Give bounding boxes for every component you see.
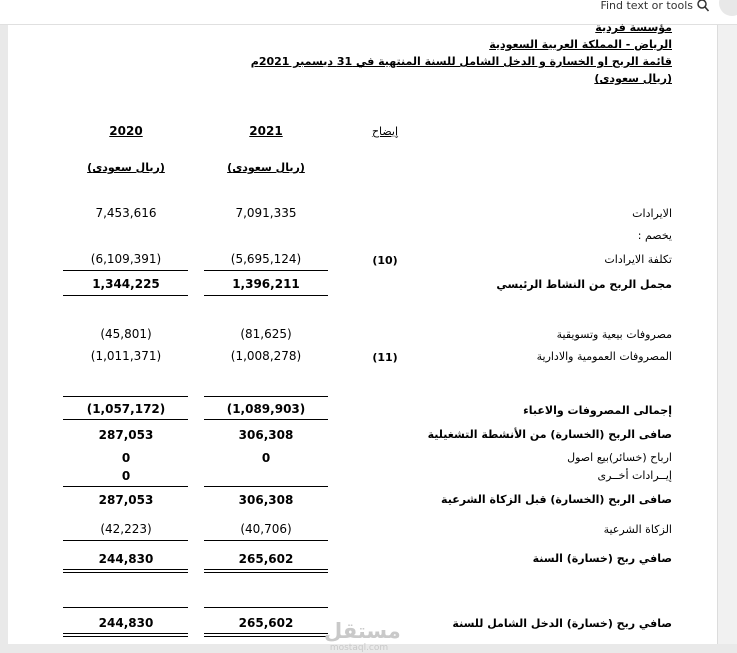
row-gross-2021: 1,396,211 bbox=[232, 277, 300, 291]
underline bbox=[63, 572, 188, 573]
row-cost-2021: (5,695,124) bbox=[230, 252, 302, 266]
underline bbox=[63, 540, 188, 541]
row-operating-2021: 306,308 bbox=[238, 428, 294, 442]
row-revenue-2020: 7,453,616 bbox=[95, 206, 157, 220]
scrollbar[interactable] bbox=[717, 25, 737, 644]
underline bbox=[204, 270, 328, 271]
underline bbox=[63, 486, 188, 487]
search-icon[interactable] bbox=[696, 0, 710, 12]
row-other-income-label: إيــرادات أخــرى bbox=[597, 469, 672, 482]
underline bbox=[63, 270, 188, 271]
row-net-2021: 265,602 bbox=[238, 552, 294, 566]
company-location: الرياض - المملكة العربية السعودية bbox=[489, 38, 672, 51]
column-currency-2020: (ريال سعودى) bbox=[87, 161, 165, 174]
row-other-income-2020: 0 bbox=[121, 469, 131, 483]
document-page bbox=[8, 21, 717, 653]
row-before-zakat-2021: 306,308 bbox=[238, 493, 294, 507]
company-type: مؤسسة فردية bbox=[595, 21, 672, 34]
underline bbox=[63, 633, 188, 634]
more-options-button[interactable] bbox=[719, 0, 737, 16]
underline bbox=[204, 572, 328, 573]
column-currency-2021: (ريال سعودى) bbox=[227, 161, 305, 174]
underline bbox=[204, 569, 328, 570]
underline bbox=[204, 636, 328, 637]
row-comprehensive-2021: 265,602 bbox=[238, 616, 294, 630]
row-selling-2021: (81,625) bbox=[240, 327, 292, 341]
underline bbox=[204, 540, 328, 541]
row-zakat-2021: (40,706) bbox=[240, 522, 292, 536]
row-cost-2020: (6,109,391) bbox=[90, 252, 162, 266]
column-note: إيضاح bbox=[371, 125, 399, 138]
row-operating-2020: 287,053 bbox=[98, 428, 154, 442]
row-zakat-2020: (42,223) bbox=[100, 522, 152, 536]
column-year-2020: 2020 bbox=[109, 124, 143, 138]
row-total-expenses-2020: (1,057,172) bbox=[86, 402, 166, 416]
statement-currency: (ريال سعودى) bbox=[594, 72, 672, 85]
row-operating-label: صافى الربح (الخسارة) من الأنشطة التشغيلية bbox=[427, 428, 672, 441]
row-asset-gains-2020: 0 bbox=[121, 451, 131, 465]
underline bbox=[63, 419, 188, 420]
underline bbox=[204, 607, 328, 608]
row-net-label: صافي ربح (خسارة) السنة bbox=[532, 552, 672, 565]
underline bbox=[204, 419, 328, 420]
underline bbox=[204, 486, 328, 487]
underline bbox=[204, 295, 328, 296]
row-revenue-2021: 7,091,335 bbox=[235, 206, 297, 220]
watermark-latin: mostaql.com bbox=[329, 643, 389, 653]
row-less-label: يخصم : bbox=[637, 229, 672, 242]
row-gross-2020: 1,344,225 bbox=[92, 277, 160, 291]
column-year-2021: 2021 bbox=[249, 124, 283, 138]
row-selling-label: مصروفات بيعية وتسويقية bbox=[556, 328, 672, 341]
row-gross-label: مجمل الربح من النشاط الرئيسي bbox=[496, 278, 672, 291]
row-net-2020: 244,830 bbox=[98, 552, 154, 566]
watermark-arabic: مستقل bbox=[324, 619, 401, 643]
underline bbox=[63, 295, 188, 296]
row-zakat-label: الزكاة الشرعية bbox=[603, 523, 672, 536]
row-cost-label: تكلفة الايرادات bbox=[604, 253, 672, 266]
row-selling-2020: (45,801) bbox=[100, 327, 152, 341]
row-ga-label: المصروفات العمومية والادارية bbox=[536, 350, 672, 363]
statement-title: قائمة الربح او الخسارة و الدخل الشامل للسنة المنتهية في 31 ديسمبر 2021م bbox=[250, 55, 672, 68]
underline bbox=[204, 633, 328, 634]
row-ga-2021: (1,008,278) bbox=[230, 349, 302, 363]
underline bbox=[63, 607, 188, 608]
row-ga-note: (11) bbox=[372, 351, 398, 364]
underline bbox=[204, 396, 328, 397]
find-tools-label[interactable]: Find text or tools bbox=[600, 0, 693, 12]
row-before-zakat-2020: 287,053 bbox=[98, 493, 154, 507]
underline bbox=[63, 569, 188, 570]
row-total-expenses-label: إجمالى المصروفات والاعباء bbox=[523, 404, 672, 417]
underline bbox=[63, 636, 188, 637]
row-revenue-label: الايرادات bbox=[632, 207, 672, 220]
row-comprehensive-label: صافي ربح (خسارة) الدخل الشامل للسنة bbox=[452, 617, 672, 630]
row-cost-note: (10) bbox=[372, 254, 398, 267]
row-total-expenses-2021: (1,089,903) bbox=[226, 402, 306, 416]
underline bbox=[63, 396, 188, 397]
row-ga-2020: (1,011,371) bbox=[90, 349, 162, 363]
row-before-zakat-label: صافى الربح (الخسارة) قبل الزكاة الشرعية bbox=[441, 493, 672, 506]
row-asset-gains-label: ارباح (خسائر)بيع اصول bbox=[567, 451, 672, 464]
mostaql-watermark bbox=[324, 619, 401, 653]
row-asset-gains-2021: 0 bbox=[261, 451, 271, 465]
row-comprehensive-2020: 244,830 bbox=[98, 616, 154, 630]
